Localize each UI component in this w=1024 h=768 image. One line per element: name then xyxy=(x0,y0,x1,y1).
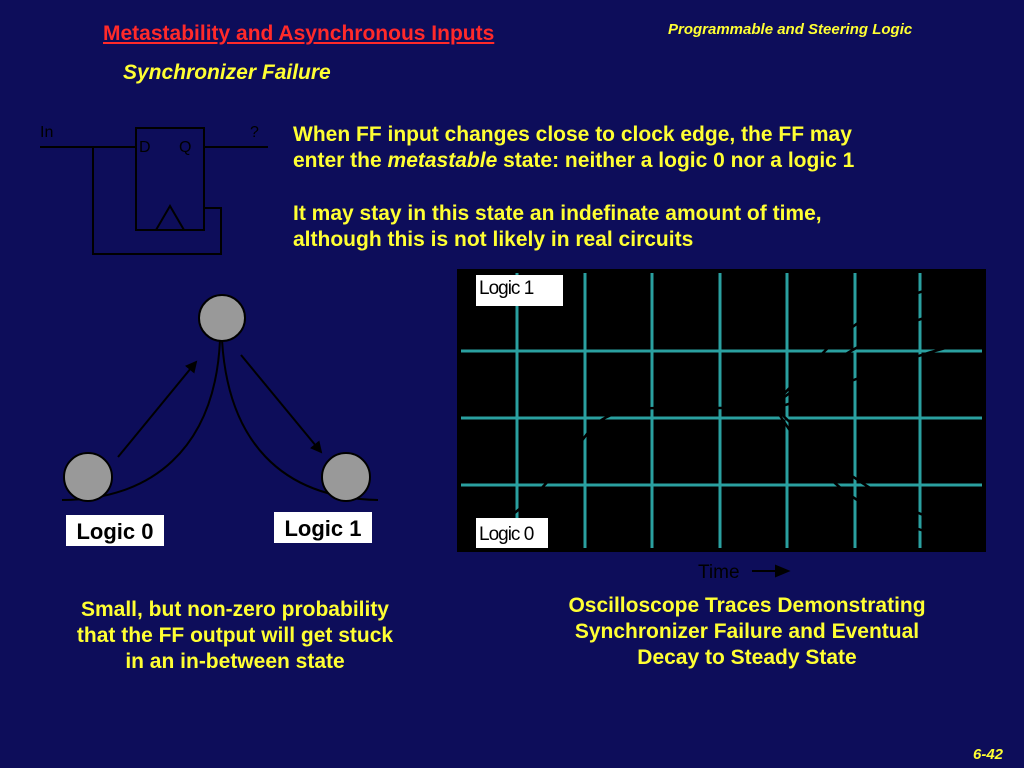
scope-logic-0-label: Logic 0 xyxy=(479,524,534,545)
time-arrow-icon xyxy=(752,566,788,576)
scope-caption-line-2: Synchronizer Failure and Eventual xyxy=(574,620,920,643)
slide-title: Metastability and Asynchronous Inputs xyxy=(103,22,495,45)
slide-subtitle: Synchronizer Failure xyxy=(123,61,331,84)
scope-caption-line-3: Decay to Steady State xyxy=(637,646,857,669)
logic-1-label: Logic 1 xyxy=(284,516,362,541)
scope-caption xyxy=(522,593,972,671)
intro-line-4: although this is not likely in real circuits xyxy=(293,228,694,251)
ball-caption-line-1: Small, but non-zero probability xyxy=(80,598,389,621)
ff-q-label: Q xyxy=(179,139,192,156)
intro-line-2-suffix: state: neither a logic 0 nor a logic 1 xyxy=(497,149,855,172)
ff-out-label: ? xyxy=(250,124,259,141)
intro-line-2-prefix: enter the xyxy=(293,149,388,172)
ff-in-label: In xyxy=(40,124,54,141)
ball-caption-line-3: in an in-between state xyxy=(125,650,345,673)
intro-line-1: When FF input changes close to clock edge, the FF may xyxy=(293,123,852,146)
scope-logic-1-label: Logic 1 xyxy=(479,278,534,299)
course-title: Programmable and Steering Logic xyxy=(668,21,913,38)
metastable-term: metastable xyxy=(387,149,498,172)
intro-line-3: It may stay in this state an indefinate amount of time, xyxy=(293,202,822,225)
scope-caption-line-1: Oscilloscope Traces Demonstrating xyxy=(568,594,926,617)
ball-caption-line-2: that the FF output will get stuck xyxy=(76,624,394,647)
ff-d-label: D xyxy=(139,139,151,156)
logic-0-label: Logic 0 xyxy=(76,519,154,544)
ball-caption xyxy=(30,597,440,675)
scope-time-label: Time xyxy=(698,562,740,583)
page-number: 6-42 xyxy=(973,746,1004,763)
